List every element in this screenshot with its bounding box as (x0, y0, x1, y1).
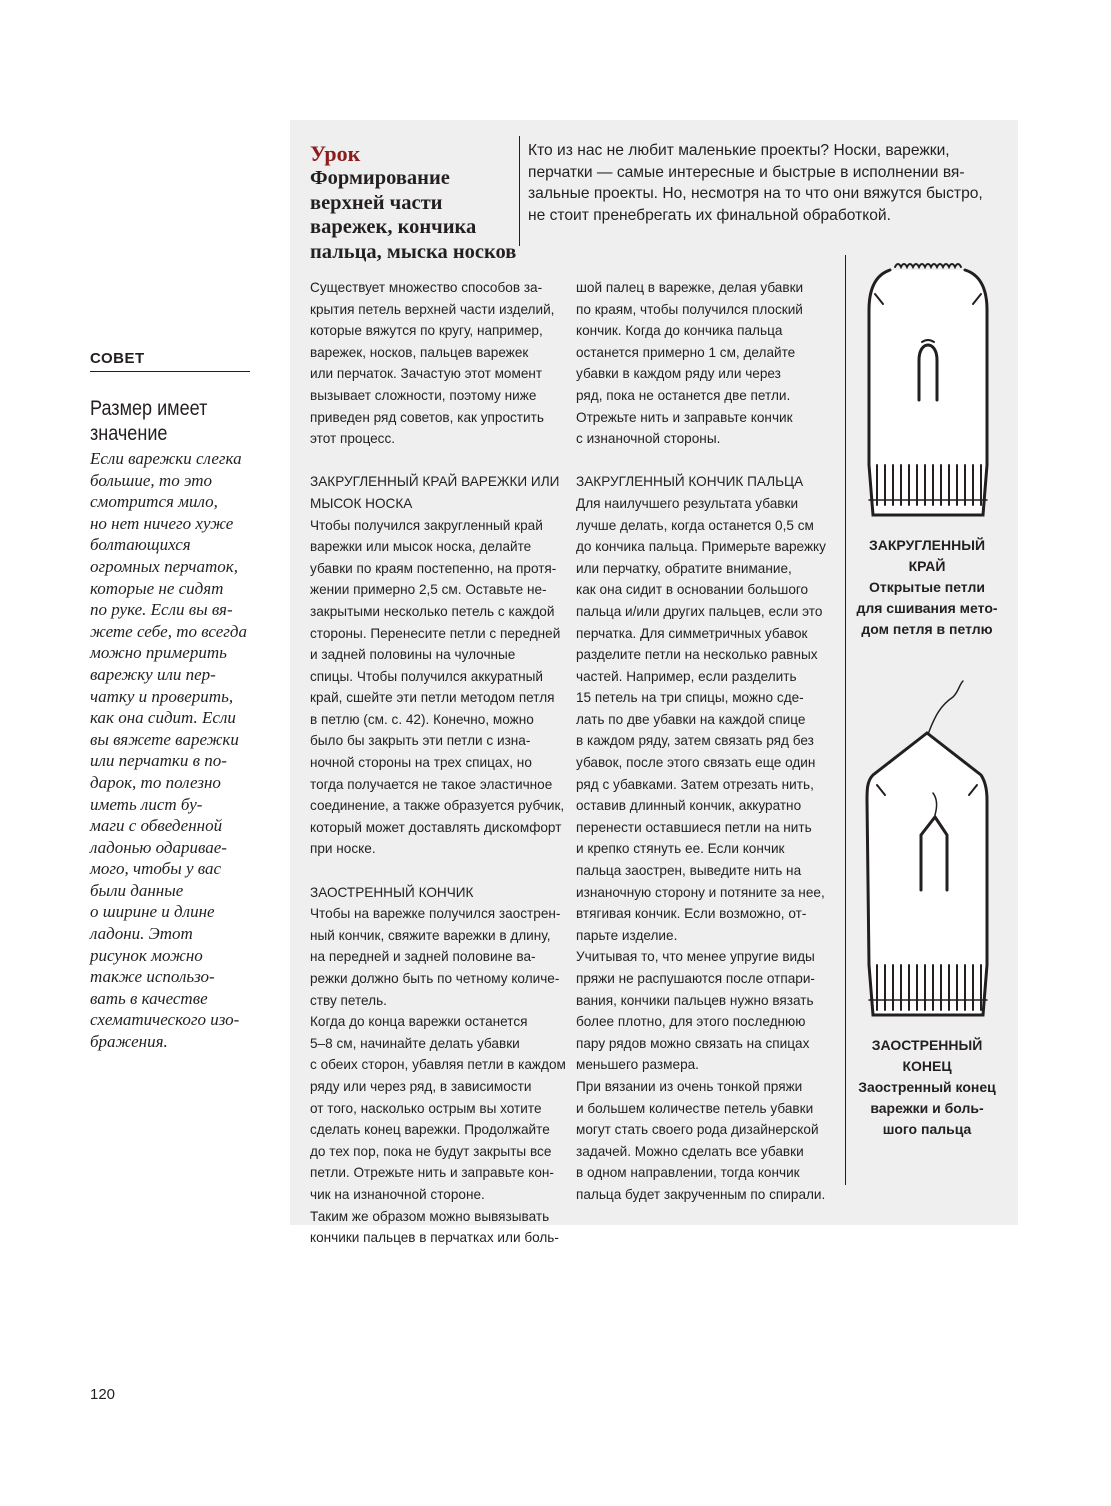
text-column-2 (576, 277, 838, 1206)
rounded-mitten-illustration (857, 250, 997, 535)
tip-label: СОВЕТ (90, 350, 250, 372)
page-number: 120 (90, 1386, 116, 1403)
figure2-caption: Заостренный конец варежки и боль- шого пальца (858, 1079, 996, 1137)
section-heading-pointed-tip: ЗАОСТРЕННЫЙ КОНЧИК (310, 884, 474, 900)
col2-paragraph-1: шой палец в варежке, делая убавки по краям, чтобы получился плоский кончик. Когда до кончика пальца останется примерно 1 см, делайте убавки в каждом ряду или через ряд, пока не останется две петли. Отрежьте нить и заправьте кончик с изнаночной стороны. (576, 280, 804, 447)
lesson-label: Урок (310, 141, 361, 166)
col1-paragraph-3: Чтобы на варежке получился заострен- ный кончик, свяжите варежки в длину, на передней и задней половине ва- режки должно быть по четному количе- ству петель. Когда до конца варежки останется 5–8 см, начинайте делать убавки с обеих сторон, убавляя петли в каждом ряду или через ряд, в зависимости от того, насколько острым вы хотите сделать конец варежки. Продолжайте до тех пор, пока не будут закрыты все петли. Отрежьте нить и заправьте кон- чик на изнаночной стороне. Таким же образом можно вывязывать кончики пальцев в перчатках или боль- (310, 906, 566, 1246)
section-heading-rounded-fingertip: ЗАКРУГЛЕННЫЙ КОНЧИК ПАЛЬЦА (576, 474, 804, 490)
tip-title: Размер имеет значение (90, 397, 208, 445)
lesson-heading (310, 142, 520, 264)
intro-text: Кто из нас не любит маленькие проекты? Носки, варежки, перчатки — самые интересные и быстрые в исполнении вя- зальные проекты. Но, несмотря на то что они вяжутся быстро, не стоит пренебрегать их финальной обработкой. (528, 142, 983, 224)
lesson-title: Формирование верхней части варежек, кончика пальца, мыска носков (310, 167, 517, 263)
section-heading-rounded-edge: ЗАКРУГЛЕННЫЙ КРАЙ ВАРЕЖКИ ИЛИ МЫСОК НОСКА (310, 474, 560, 511)
col1-paragraph-1: Существует множество способов за- крытия петель верхней части изделий, которые вяжутся по кругу, например, варежек, носков, пальцев варежек или перчаток. Зачастую этот момент вызывает сложности, поэтому ниже приведен ряд советов, как упростить этот процесс. (310, 280, 555, 447)
tip-sidebar (90, 350, 250, 1053)
tip-body: Если варежки слегка большие, то это смотрится мило, но нет ничего хуже болтающихся огромных перчаток, которые не сидят по руке. Если вы вя- жете себе, то всегда можно примерить варежку или пер- чатку и проверить, как она сидит. Если вы вяжете варежки или перчатки в по- дарок, то полезно иметь лист бу- маги с обведенной ладонью одаривае- мого, чтобы у вас были данные о ширине и длине ладони. Этот рисунок можно также использо- вать в качестве схематического изо- бражения. (90, 449, 248, 1052)
col2-paragraph-2: Для наилучшего результата убавки лучше делать, когда останется 0,5 см до кончика пальца. Примерьте варежку или перчатку, обратите внимание, как она сидит в основании большого пальца и/или других пальцев, если это перчатка. Для симметричных убавок разделите петли на несколько равных частей. Например, если разделить 15 петель на три спицы, можно сде- лать по две убавки на каждой спице в каждом ряду, затем связать ряд без убавок, после этого связать еще один ряд с убавками. Затем отрезать нить, оставив длинный кончик, аккуратно перенести оставшиеся петли на нить и крепко стянуть ее. Если кончик пальца заострен, выведите нить на изнаночную сторону и потяните за нее, втягивая кончик. Если возможно, от- парьте изделие. Учитывая то, что менее упругие виды пряжи не распушаются после отпари- вания, кончики пальцев нужно вязать более плотно, для этого последнюю пару рядов можно связать на спицах меньшего размера. При вязании из очень тонкой пряжи и большем количестве петель убавки могут стать своего рода дизайнерской задачей. Можно сделать все убавки в одном направлении, тогда кончик пальца будет закрученным по спирали. (576, 495, 826, 1202)
figure1-title: ЗАКРУГЛЕННЫЙ КРАЙ (868, 537, 986, 574)
pointed-mitten-illustration (857, 675, 997, 1035)
col1-paragraph-2: Чтобы получился закругленный край варежки или мысок носка, делайте убавки по краям постепенно, на протя- жении примерно 2,5 см. Оставьте не- закрытыми несколько петель с каждой стороны. Перенесите петли с передней и задней половины на чулочные спицы. Чтобы получился аккуратный край, сшейте эти петли методом петля в петлю (см. с. 42). Конечно, можно было бы закрыть эти петли с изна- ночной стороны на трех спицах, но тогда получается не такое эластичное соединение, а также образуется рубчик, который может доставлять дискомфорт при носке. (310, 517, 565, 857)
figure-rounded-mitten (852, 250, 1002, 640)
figure-pointed-mitten (852, 675, 1002, 1140)
text-column-1 (310, 277, 572, 1249)
intro-divider (519, 136, 520, 246)
figure-column-divider (845, 255, 846, 1185)
lesson-panel (290, 120, 1018, 1246)
figure1-caption: Открытые петли для сшивания мето- дом петля в петлю (856, 579, 998, 637)
figure2-title: ЗАОСТРЕННЫЙ КОНЕЦ (871, 1037, 983, 1074)
